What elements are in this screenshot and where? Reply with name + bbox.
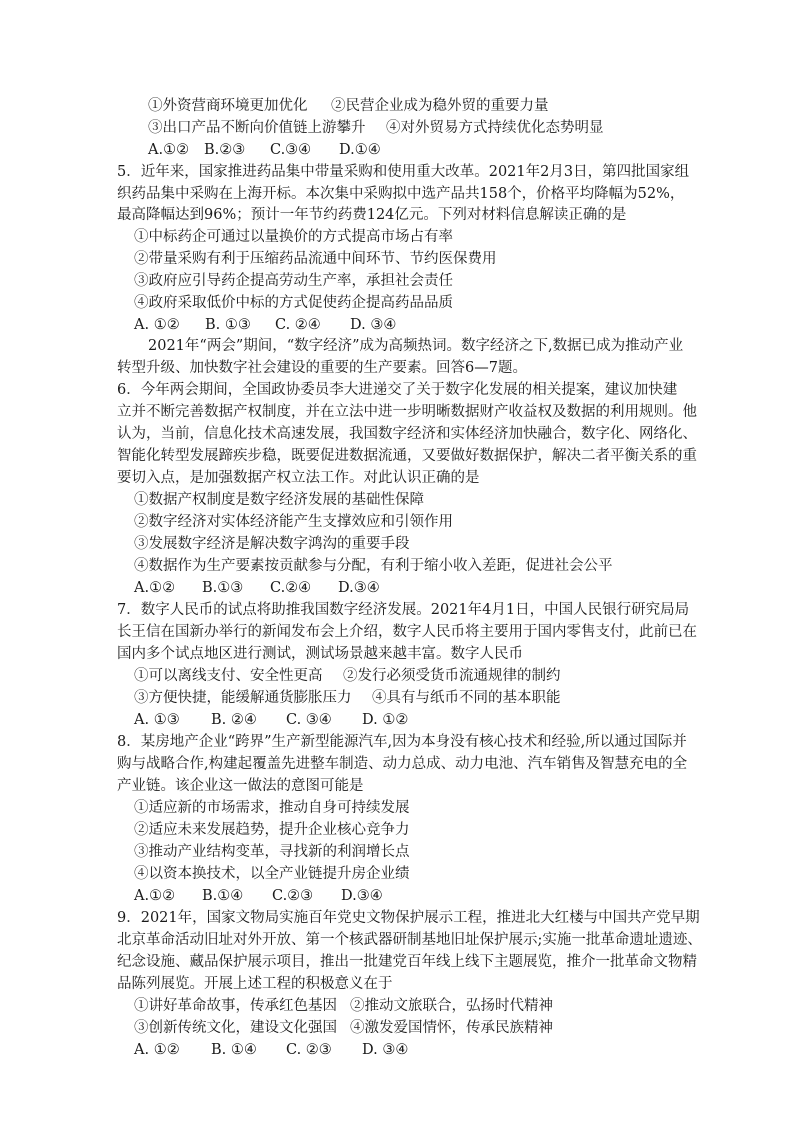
intro-6-7-line-1: 2021年“两会”期间，“数字经济”成为高频热词。数字经济之下,数据已成为推动产业 xyxy=(148,338,684,354)
q6-stem-line-3: 认为，当前，信息化技术高速发展，我国数字经济和实体经济加快融合，数字化、网络化、 xyxy=(117,426,697,442)
q9-option-2: ②推动文旅联合，弘扬时代精神 xyxy=(350,998,553,1014)
q5-option-2: ②带量采购有利于压缩药品流通中间环节、节约医保费用 xyxy=(134,251,497,267)
q7-choice-b: B. ②④ xyxy=(211,712,257,728)
q9-stem-line-4: 品陈列展览。开展上述工程的积极意义在于 xyxy=(117,976,393,992)
q5-choice-d: D. ③④ xyxy=(350,317,397,333)
q6-option-4: ④数据作为生产要素按贡献参与分配，有利于缩小收入差距，促进社会公平 xyxy=(134,558,613,574)
q8-choice-d: D.③④ xyxy=(341,888,383,904)
q4-option-3: ③出口产品不断向价值链上游攀升 xyxy=(148,120,366,136)
q5-choice-c: C. ②④ xyxy=(275,317,321,333)
q8-stem-line-1: 8．某房地产企业“跨界”生产新型能源汽车,因为本身没有核心技术和经验,所以通过国际并 xyxy=(117,734,687,750)
q6-stem-line-4: 智能化转型发展蹄疾步稳，既要促进数据流通，又要做好数据保护，解决二者平衡关系的重 xyxy=(117,448,697,464)
q8-choice-b: B.①④ xyxy=(202,888,244,904)
q6-stem-line-2: 立并不断完善数据产权制度，并在立法中进一步明晰数据财产收益权及数据的利用规则。他 xyxy=(117,404,697,420)
q9-stem-line-1: 9．2021年，国家文物局实施百年党史文物保护展示工程，推进北大红楼与中国共产党早期 xyxy=(117,910,700,926)
q9-stem-line-2: 北京革命活动旧址对外开放、第一个核武器研制基地旧址保护展示;实施一批革命遗址遗迹、 xyxy=(117,932,702,948)
q4-option-2: ②民营企业成为稳外贸的重要力量 xyxy=(331,98,549,114)
q5-stem-line-2: 织药品集中采购在上海开标。本次集中采购拟中选产品共158个，价格平均降幅为52%， xyxy=(117,186,685,202)
intro-6-7-line-2: 转型升级、加快数字社会建设的重要的生产要素。回答6—7题。 xyxy=(117,360,527,376)
q7-option-4: ④具有与纸币不同的基本职能 xyxy=(372,690,561,706)
q8-choice-c: C.②③ xyxy=(272,888,314,904)
q9-stem-line-3: 纪念设施、藏品保护展示项目，推出一批建党百年线上线下主题展览，推介一批革命文物精 xyxy=(117,954,697,970)
q9-option-1: ①讲好革命故事，传承红色基因 xyxy=(134,998,337,1014)
q5-stem-line-3: 最高降幅达到96%；预计一年节约药费124亿元。下列对材料信息解读正确的是 xyxy=(117,207,627,223)
q4-option-1: ①外资营商环境更加优化 xyxy=(148,98,308,114)
q6-stem-line-1: 6．今年两会期间，全国政协委员李大进递交了关于数字化发展的相关提案，建议加快建 xyxy=(117,382,678,398)
q5-stem-line-1: 5．近年来，国家推进药品集中带量采购和使用重大改革。2021年2月3日，第四批国家组 xyxy=(117,164,690,180)
q9-choice-d: D. ③④ xyxy=(362,1042,409,1058)
q7-choice-d: D. ①② xyxy=(362,712,409,728)
q5-option-1: ①中标药企可通过以量换价的方式提高市场占有率 xyxy=(134,229,453,245)
q9-choice-c: C. ②③ xyxy=(286,1042,332,1058)
q7-stem-line-3: 国内多个试点地区进行测试，测试场景越来越丰富。数字人民币 xyxy=(117,646,523,662)
q7-option-3: ③方便快捷，能缓解通货膨胀压力 xyxy=(134,690,352,706)
q8-stem-line-3: 产业链。该企业这一做法的意图可能是 xyxy=(117,778,364,794)
q7-choice-a: A. ①③ xyxy=(134,712,180,728)
q7-choice-c: C. ③④ xyxy=(286,712,332,728)
q7-stem-line-2: 长王信在国新办举行的新闻发布会上介绍，数字人民币将主要用于国内零售支付，此前已在 xyxy=(117,624,697,640)
q6-option-2: ②数字经济对实体经济能产生支撑效应和引领作用 xyxy=(134,514,453,530)
q6-stem-line-5: 要切入点，是加强数据产权立法工作。对此认识正确的是 xyxy=(117,470,480,486)
q8-option-4: ④以资本换技术，以全产业链提升房企业绩 xyxy=(134,866,410,882)
q8-stem-line-2: 购与战略合作,构建起覆盖先进整车制造、动力总成、动力电池、汽车销售及智慧充电的全 xyxy=(117,756,688,772)
q9-choice-a: A. ①② xyxy=(134,1042,180,1058)
q9-option-3: ③创新传统文化，建设文化强国 xyxy=(134,1020,337,1036)
q7-option-1: ①可以离线支付、安全性更高 xyxy=(134,668,323,684)
q6-choice-c: C.②④ xyxy=(270,580,312,596)
q8-option-3: ③推动产业结构变革，寻找新的利润增长点 xyxy=(134,844,410,860)
q6-choice-a: A.①② xyxy=(134,580,176,596)
q9-option-4: ④激发爱国情怀，传承民族精神 xyxy=(350,1020,553,1036)
q8-choice-a: A.①② xyxy=(134,888,176,904)
q5-option-4: ④政府采取低价中标的方式促使药企提高药品品质 xyxy=(134,295,453,311)
q9-choice-b: B. ①④ xyxy=(211,1042,257,1058)
q8-option-2: ②适应未来发展趋势，提升企业核心竞争力 xyxy=(134,822,410,838)
q5-option-3: ③政府应引导药企提高劳动生产率，承担社会责任 xyxy=(134,273,453,289)
q7-stem-line-1: 7．数字人民币的试点将助推我国数字经济发展。2021年4月1日，中国人民银行研究局局 xyxy=(117,602,690,618)
q6-choice-d: D.③④ xyxy=(338,580,380,596)
q8-option-1: ①适应新的市场需求，推动自身可持续发展 xyxy=(134,800,410,816)
q6-choice-b: B.①③ xyxy=(202,580,244,596)
q5-choice-b: B. ①③ xyxy=(205,317,251,333)
q4-choice-a: A.①② xyxy=(148,142,190,158)
q5-choice-a: A. ①② xyxy=(134,317,180,333)
q6-option-1: ①数据产权制度是数字经济发展的基础性保障 xyxy=(134,492,424,508)
q4-choice-c: C.③④ xyxy=(270,142,312,158)
q7-option-2: ②发行必须受货币流通规律的制约 xyxy=(343,668,561,684)
q4-option-4: ④对外贸易方式持续优化态势明显 xyxy=(386,120,604,136)
q6-option-3: ③发展数字经济是解决数字鸿沟的重要手段 xyxy=(134,536,410,552)
q4-choice-b: B.②③ xyxy=(204,142,246,158)
q4-choice-d: D.①④ xyxy=(339,142,381,158)
